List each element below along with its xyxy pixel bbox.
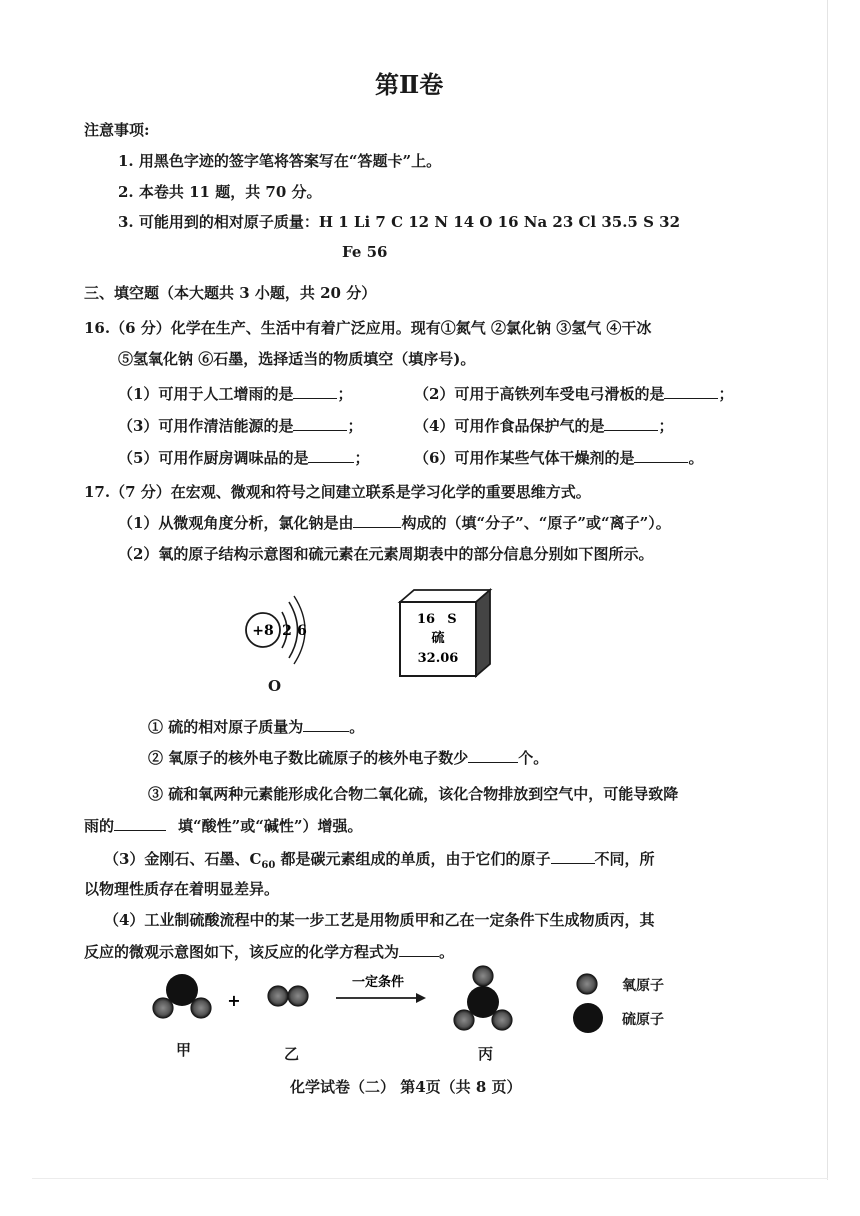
answer-blank[interactable]	[468, 747, 518, 763]
reaction-condition: 一定条件	[351, 975, 405, 990]
punct: ；	[718, 385, 734, 403]
notice-item-1: 1. 用黑色字迹的签字笔将答案写在“答题卡”上。	[118, 152, 442, 170]
q17-sub3-line2	[84, 815, 363, 836]
q16-part1	[118, 383, 352, 404]
answer-blank[interactable]	[303, 716, 349, 732]
q16-part5-text: （5）可用作厨房调味品的是	[118, 449, 309, 467]
answer-blank[interactable]	[293, 415, 347, 431]
q17-part3-text: （3）金刚石、石墨、C	[104, 850, 262, 868]
legend-sulfur-icon	[573, 1003, 603, 1033]
molecule-yi	[268, 986, 308, 1006]
q16-part2-text: （2）可用于高铁列车受电弓滑板的是	[414, 385, 665, 403]
answer-blank[interactable]	[308, 447, 354, 463]
punct: ；	[658, 417, 674, 435]
punct: 。	[439, 943, 455, 961]
oxygen-label: O	[268, 677, 282, 695]
q17-part1-text-end: 构成的（填“分子”、“原子”或“离子”）。	[401, 514, 671, 532]
q17-sub3-line1: ③ 硫和氧两种元素能形成化合物二氧化硫，该化合物排放到空气中，可能导致降	[148, 785, 679, 803]
label-jia: 甲	[176, 1041, 192, 1059]
subscript-60: 60	[261, 860, 276, 871]
notice-heading: 注意事项:	[84, 121, 150, 139]
section-heading: 三、填空题（本大题共 3 小题，共 20 分）	[84, 284, 377, 302]
q16-part4-text: （4）可用作食品保护气的是	[414, 417, 605, 435]
oxygen-atom	[492, 1010, 512, 1030]
q17-part1-text: （1）从微观角度分析，氯化钠是由	[118, 514, 354, 532]
q16-part5	[118, 447, 369, 468]
q16-part3-text: （3）可用作清洁能源的是	[118, 417, 294, 435]
nucleus-charge: +8	[252, 623, 274, 639]
oxygen-atom	[191, 998, 211, 1018]
punct: 。	[688, 449, 704, 467]
answer-blank[interactable]	[114, 815, 166, 831]
q17-sub3-text: 雨的	[84, 817, 115, 835]
shell2-count: 6	[297, 623, 307, 639]
shell1-count: 2	[282, 623, 292, 639]
q16-part1-text: （1）可用于人工增雨的是	[118, 385, 294, 403]
oxygen-atom	[454, 1010, 474, 1030]
q17-sub1	[148, 716, 364, 737]
page-bottom-edge	[32, 1178, 828, 1179]
notice-item-3: 3. 可能用到的相对原子质量：H 1 Li 7 C 12 N 14 O 16 Na 23 Cl 35.5 S 32	[118, 213, 681, 231]
notice-item-3-cont: Fe 56	[342, 243, 388, 261]
answer-blank[interactable]	[551, 848, 595, 864]
q17-sub2	[148, 747, 548, 768]
page-title: 第Ⅱ卷	[375, 70, 444, 99]
punct: ；	[337, 385, 353, 403]
legend-oxygen-label: 氧原子	[622, 978, 664, 994]
q16-part3	[118, 415, 362, 436]
answer-blank[interactable]	[399, 941, 439, 957]
arrow-head	[416, 993, 426, 1003]
q16-stem-line1: 16.（6 分）化学在生产、生活中有着广泛应用。现有①氮气 ②氯化钠 ③氢气 ④干冰	[84, 319, 652, 337]
atomic-number: 16	[416, 612, 436, 627]
answer-blank[interactable]	[604, 415, 658, 431]
punct: 。	[349, 718, 365, 736]
reaction-diagram	[140, 964, 700, 1044]
label-bing: 丙	[478, 1045, 494, 1063]
q17-part3-text-end: 不同，所	[594, 850, 655, 868]
label-yi: 乙	[284, 1045, 300, 1063]
q16-part6	[414, 447, 703, 468]
sulfur-element-box	[390, 588, 494, 680]
atomic-mass: 32.06	[417, 651, 459, 666]
q17-part3-line1	[104, 848, 655, 876]
cube-top	[400, 590, 490, 602]
q16-part4	[414, 415, 673, 436]
punct: ；	[347, 417, 363, 435]
plus-sign: +	[227, 991, 241, 1010]
punct: ；	[354, 449, 370, 467]
element-name: 硫	[431, 631, 445, 646]
q16-part6-text: （6）可用作某些气体干燥剂的是	[414, 449, 635, 467]
q16-part2	[414, 383, 733, 404]
cube-side	[476, 590, 490, 676]
page-edge	[827, 0, 828, 1180]
q17-stem: 17.（7 分）在宏观、微观和符号之间建立联系是学习化学的重要思维方式。	[84, 483, 591, 501]
oxygen-atom	[288, 986, 308, 1006]
punct: 个。	[518, 749, 549, 767]
oxygen-atom	[268, 986, 288, 1006]
answer-blank[interactable]	[634, 447, 688, 463]
q17-part4-text: 反应的微观示意图如下，该反应的化学方程式为	[84, 943, 400, 961]
oxygen-atom	[153, 998, 173, 1018]
q17-part3-text-mid: 都是碳元素组成的单质，由于它们的原子	[275, 850, 551, 868]
oxygen-atom	[473, 966, 493, 986]
q16-stem-line2: ⑤氢氧化钠 ⑥石墨，选择适当的物质填空（填序号)。	[118, 350, 476, 368]
molecule-bing	[454, 966, 512, 1030]
answer-blank[interactable]	[293, 383, 337, 399]
notice-item-2: 2. 本卷共 11 题，共 70 分。	[118, 183, 322, 201]
legend-oxygen-icon	[577, 974, 597, 994]
q17-part4-line2	[84, 941, 454, 962]
q17-sub3-text-end: 填“酸性”或“碱性”）增强。	[178, 817, 363, 835]
element-symbol: S	[447, 612, 457, 627]
q17-sub1-text: ① 硫的相对原子质量为	[148, 718, 304, 736]
page-footer: 化学试卷（二） 第4页（共 8 页）	[290, 1078, 522, 1096]
q17-part1	[118, 512, 671, 533]
oxygen-atom-diagram	[236, 588, 326, 668]
q17-part4-line1: （4）工业制硫酸流程中的某一步工艺是用物质甲和乙在一定条件下生成物质丙，其	[104, 911, 655, 929]
q17-sub2-text: ② 氧原子的核外电子数比硫原子的核外电子数少	[148, 749, 469, 767]
answer-blank[interactable]	[664, 383, 718, 399]
molecule-jia	[153, 974, 211, 1018]
answer-blank[interactable]	[353, 512, 401, 528]
q17-part2: （2）氧的原子结构示意图和硫元素在元素周期表中的部分信息分别如下图所示。	[118, 545, 654, 563]
legend-sulfur-label: 硫原子	[622, 1012, 664, 1028]
q17-part3-line2: 以物理性质存在着明显差异。	[84, 880, 280, 898]
